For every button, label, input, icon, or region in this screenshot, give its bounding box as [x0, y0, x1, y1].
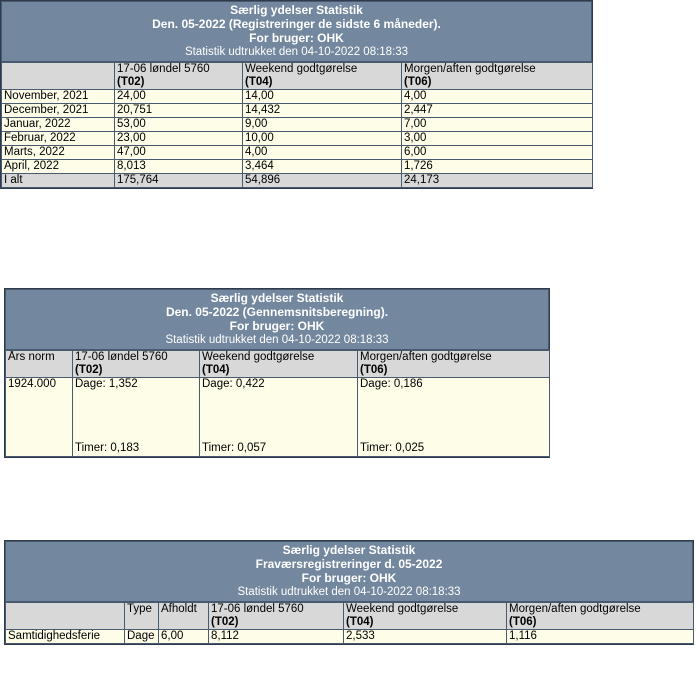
report3-col-1: [125, 603, 159, 630]
report2-cell-0-days: Dage: 1,352: [75, 378, 138, 390]
report3-col-2: [159, 603, 209, 630]
report2-title-line4: Statistik udtrukket den 04-10-2022 08:18:33: [165, 334, 389, 346]
report3-col-4-main: Weekend godtgørelse: [346, 603, 459, 615]
report2-col-1-sub: (T02): [75, 364, 103, 376]
report3-row0-val0: 8,112: [209, 630, 344, 644]
report1-title-line3: For bruger: OHK: [249, 31, 344, 45]
report1-col-1-sub: (T02): [117, 76, 145, 88]
report1-row4-val2: 6,00: [402, 146, 593, 160]
report3-col-3-main: 17-06 løndel 5760: [211, 603, 304, 615]
report3-col-2-main: Afholdt: [161, 603, 197, 615]
report1-row3-val2: 3,00: [402, 132, 593, 146]
report1-row5-label: April, 2022: [2, 160, 115, 174]
report1-col-1-main: 17-06 løndel 5760: [117, 63, 210, 75]
report1-table: [1, 62, 593, 188]
report1-title-line1: Særlig ydelser Statistik: [230, 3, 363, 17]
table-row: [2, 90, 593, 104]
report3-row0-type: Dage: [125, 630, 159, 644]
report1-row1-val2: 2,447: [402, 104, 593, 118]
report2-col-1: [73, 351, 200, 378]
report2-title-block: [5, 289, 549, 350]
report1-col-2-sub: (T04): [245, 76, 273, 88]
report3-table: [5, 602, 694, 644]
report2-col-3-main: Morgen/aften godtgørelse: [360, 351, 492, 363]
report3-row0-val1: 2,533: [344, 630, 507, 644]
report2-col-3-sub: (T06): [360, 364, 388, 376]
report2-col-1-main: 17-06 løndel 5760: [75, 351, 168, 363]
report3-header-row: [6, 603, 694, 630]
table-row: [2, 104, 593, 118]
statistics-report-absence: [4, 540, 694, 645]
report1-row0-val2: 4,00: [402, 90, 593, 104]
statistics-report-average: [4, 288, 550, 458]
report1-col-0: [2, 63, 115, 90]
report1-row3-val1: 10,00: [243, 132, 402, 146]
report1-row5-val1: 3,464: [243, 160, 402, 174]
report1-title-line2: Den. 05-2022 (Registreringer de sidste 6 måneder).: [152, 17, 441, 31]
report3-col-5-main: Morgen/aften godtgørelse: [509, 603, 641, 615]
report1-col-3: [402, 63, 593, 90]
statistics-report-registrations: [0, 0, 593, 189]
report1-row4-label: Marts, 2022: [2, 146, 115, 160]
report1-row3-val0: 23,00: [115, 132, 243, 146]
report3-col-4: [344, 603, 507, 630]
report3-title-line3: For bruger: OHK: [301, 571, 397, 585]
report3-title-line1: Særlig ydelser Statistik: [282, 543, 416, 557]
report2-cell-0-hours: Timer: 0,183: [75, 442, 140, 454]
report1-row5-val0: 8,013: [115, 160, 243, 174]
report1-row2-val1: 9,00: [243, 118, 402, 132]
report1-col-2: [243, 63, 402, 90]
report2-col-0: [6, 351, 73, 378]
report1-row1-label: December, 2021: [2, 104, 115, 118]
report3-col-3-sub: (T02): [211, 616, 239, 628]
report1-row4-val1: 4,00: [243, 146, 402, 160]
report1-row5-val2: 1,726: [402, 160, 593, 174]
report1-total-row: [2, 174, 593, 188]
report1-row0-val1: 14,00: [243, 90, 402, 104]
report1-total-label: I alt: [2, 174, 115, 188]
report1-row1-val0: 20,751: [115, 104, 243, 118]
table-row: [6, 630, 694, 644]
table-row: [2, 146, 593, 160]
report1-col-2-main: Weekend godtgørelse: [245, 63, 358, 75]
report2-col-2-sub: (T04): [202, 364, 230, 376]
report2-cell-2-hours: Timer: 0,025: [360, 442, 425, 454]
report1-title-line4: Statistik udtrukket den 04-10-2022 08:18:33: [184, 46, 409, 58]
report3-col-5-sub: (T06): [509, 616, 537, 628]
report1-total-val1: 54,896: [243, 174, 402, 188]
report1-row1-val1: 14,432: [243, 104, 402, 118]
report2-cell-1: [200, 378, 358, 457]
report3-row0-held: 6,00: [159, 630, 209, 644]
table-row: [2, 132, 593, 146]
report3-col-1-main: Type: [127, 603, 152, 615]
report2-cell-2-days: Dage: 0,186: [360, 378, 423, 390]
report2-table: [5, 350, 550, 457]
report2-norm-value: 1924.000: [8, 378, 56, 390]
report3-title-line2: Fraværsregistreringer d. 05-2022: [255, 557, 443, 571]
report2-col-2-main: Weekend godtgørelse: [202, 351, 315, 363]
report1-title-block: [1, 1, 592, 62]
report1-row2-label: Januar, 2022: [2, 118, 115, 132]
report2-col-2: [200, 351, 358, 378]
report2-title-line3: For bruger: OHK: [229, 319, 325, 333]
report2-cell-1-hours: Timer: 0,057: [202, 442, 267, 454]
table-row: [2, 160, 593, 174]
report1-total-val0: 175,764: [115, 174, 243, 188]
report3-col-4-sub: (T04): [346, 616, 374, 628]
report2-col-3: [358, 351, 550, 378]
report1-row2-val0: 53,00: [115, 118, 243, 132]
report3-col-5: [507, 603, 694, 630]
report1-row2-val2: 7,00: [402, 118, 593, 132]
report3-col-3: [209, 603, 344, 630]
report1-header-row: [2, 63, 593, 90]
report1-row0-label: November, 2021: [2, 90, 115, 104]
report2-cell-0: [73, 378, 200, 457]
report1-total-val2: 24,173: [402, 174, 593, 188]
report1-row0-val0: 24,00: [115, 90, 243, 104]
report2-norm-cell: [6, 378, 73, 457]
report3-title-block: [5, 541, 693, 602]
report1-row3-label: Februar, 2022: [2, 132, 115, 146]
report2-header-row: [6, 351, 550, 378]
report1-col-3-sub: (T06): [404, 76, 432, 88]
report3-row0-label: Samtidighedsferie: [6, 630, 125, 644]
report2-cell-2: [358, 378, 550, 457]
report1-col-3-main: Morgen/aften godtgørelse: [404, 63, 536, 75]
report2-title-line2: Den. 05-2022 (Gennemsnitsberegning).: [165, 305, 389, 319]
report2-cell-1-days: Dage: 0,422: [202, 378, 265, 390]
report3-col-0: [6, 603, 125, 630]
report2-title-line1: Særlig ydelser Statistik: [210, 291, 344, 305]
table-row: [6, 378, 550, 457]
table-row: [2, 118, 593, 132]
report3-title-line4: Statistik udtrukket den 04-10-2022 08:18:33: [237, 586, 461, 598]
report2-col-0-main: Års norm: [8, 351, 55, 363]
report1-col-1: [115, 63, 243, 90]
report3-row0-val2: 1,116: [507, 630, 694, 644]
report1-row4-val0: 47,00: [115, 146, 243, 160]
